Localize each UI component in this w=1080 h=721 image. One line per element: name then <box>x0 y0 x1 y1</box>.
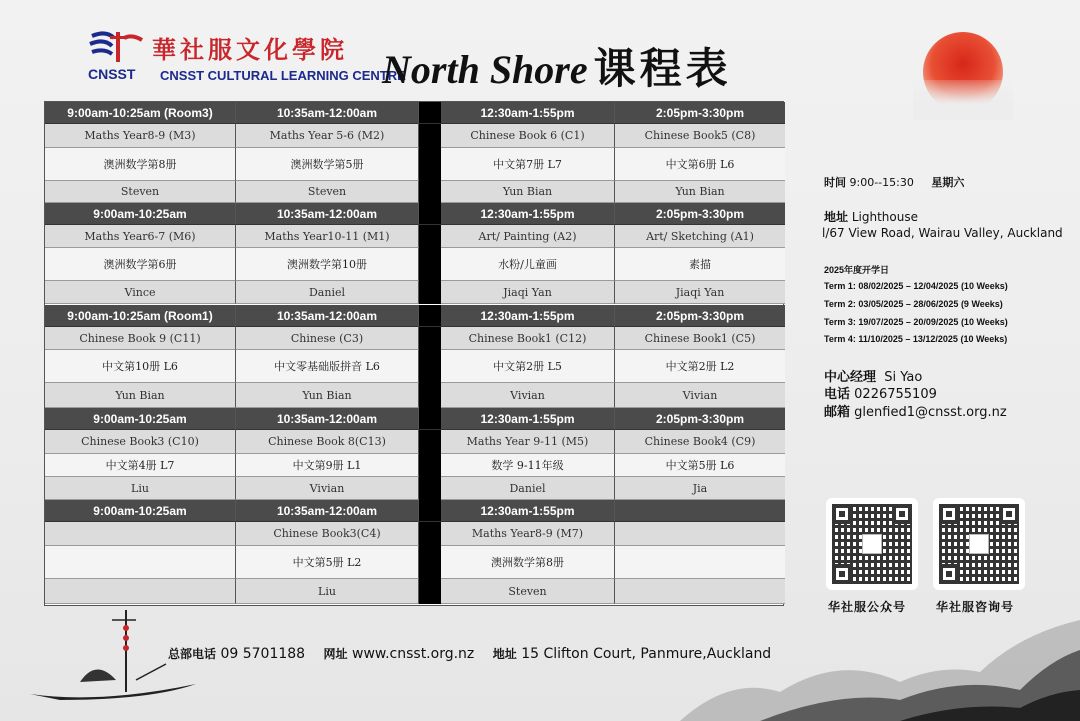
book-cell: 澳洲数学第10册 <box>236 248 419 281</box>
email-value: glenfied1@cnsst.org.nz <box>854 405 1007 420</box>
teacher-cell: Vivian <box>236 477 419 500</box>
address-line2: l/67 View Road, Wairau Valley, Auckland <box>822 226 1063 240</box>
phone-value: 0226755109 <box>854 387 937 402</box>
course-cell: Maths Year 9-11 (M5) <box>441 430 615 454</box>
course-cell: Art/ Painting (A2) <box>441 225 615 248</box>
time-slot-header: 2:05pm-3:30pm <box>615 408 785 430</box>
time-slot-header: 12:30am-1:55pm <box>441 203 615 225</box>
lunch-break-divider <box>419 281 441 304</box>
course-row <box>45 327 785 350</box>
book-cell: 中文第9册 L1 <box>236 454 419 477</box>
qr-logo-icon <box>862 534 882 554</box>
book-cell: 澳洲数学第8册 <box>45 148 236 181</box>
time-slot-header: 10:35am-12:00am <box>236 500 419 522</box>
address-line1 <box>824 208 918 225</box>
term-2: Term 2: 03/05/2025 – 28/06/2025 (9 Weeks) <box>824 299 1003 309</box>
lunch-break-divider <box>419 454 441 477</box>
lunch-break-divider <box>419 305 441 327</box>
cnsst-logo-icon <box>88 28 144 64</box>
lunch-break-divider <box>419 477 441 500</box>
time-slot-header: 9:00am-10:25am (Room3) <box>45 102 236 124</box>
lunch-break-divider <box>419 181 441 203</box>
lunch-break-divider <box>419 522 441 546</box>
teacher-cell: Jiaqi Yan <box>441 281 615 304</box>
day-label: 星期六 <box>931 176 965 189</box>
footer-phone: 09 5701188 <box>220 646 306 662</box>
lunch-break-divider <box>419 350 441 383</box>
lunch-break-divider <box>419 383 441 408</box>
lunch-break-divider <box>419 408 441 430</box>
time-slot-header: 2:05pm-3:30pm <box>615 305 785 327</box>
lunch-break-divider <box>419 579 441 604</box>
footer-address: 15 Clifton Court, Panmure,Auckland <box>521 646 772 662</box>
teacher-cell: Jia <box>615 477 785 500</box>
time-slot-header: 12:30am-1:55pm <box>441 408 615 430</box>
time-slot-header: 9:00am-10:25am <box>45 500 236 522</box>
footer-address-label: 地址 <box>492 647 517 661</box>
teacher-cell: Daniel <box>441 477 615 500</box>
time-slot-header: 10:35am-12:00am <box>236 102 419 124</box>
book-row <box>45 148 785 181</box>
course-cell: Maths Year10-11 (M1) <box>236 225 419 248</box>
teacher-cell: Liu <box>45 477 236 500</box>
teacher-cell: Yun Bian <box>45 383 236 408</box>
time-slot-header: 2:05pm-3:30pm <box>615 203 785 225</box>
footer-phone-label: 总部电话 <box>168 647 217 661</box>
book-row <box>45 248 785 281</box>
qr-label-public: 华社服公众号 <box>828 600 907 614</box>
course-cell: Maths Year 5-6 (M2) <box>236 124 419 148</box>
teacher-row <box>45 383 785 408</box>
lunch-break-divider <box>419 203 441 225</box>
teacher-cell: Vivian <box>615 383 785 408</box>
footer-website[interactable]: www.cnsst.org.nz <box>352 646 475 662</box>
time-header-row <box>45 203 785 225</box>
phone-label: 电话 <box>824 387 851 402</box>
course-cell <box>45 522 236 546</box>
mountain-decoration <box>640 580 1080 721</box>
course-cell: Chinese Book3(C4) <box>236 522 419 546</box>
qr-label-consult: 华社服咨询号 <box>936 600 1015 614</box>
book-cell: 中文第5册 L2 <box>236 546 419 579</box>
email-label: 邮箱 <box>824 405 851 420</box>
lunch-break-divider <box>419 148 441 181</box>
course-cell: Chinese Book5 (C8) <box>615 124 785 148</box>
time-header-row <box>45 500 785 522</box>
course-row <box>45 522 785 546</box>
book-cell: 中文第7册 L7 <box>441 148 615 181</box>
book-cell: 中文第6册 L6 <box>615 148 785 181</box>
teacher-cell: Vivian <box>441 383 615 408</box>
teacher-cell: Jiaqi Yan <box>615 281 785 304</box>
course-cell: Chinese Book1 (C5) <box>615 327 785 350</box>
time-header-row <box>45 305 785 327</box>
time-slot-header: 9:00am-10:25am (Room1) <box>45 305 236 327</box>
course-cell: Chinese Book4 (C9) <box>615 430 785 454</box>
teacher-cell: Steven <box>45 181 236 203</box>
teacher-cell: Liu <box>236 579 419 604</box>
course-row <box>45 124 785 148</box>
schedule-table <box>44 101 784 606</box>
teacher-row <box>45 181 785 203</box>
email <box>824 401 1007 420</box>
book-cell: 水粉/儿童画 <box>441 248 615 281</box>
term-3: Term 3: 19/07/2025 – 20/09/2025 (10 Weeks) <box>824 317 1008 327</box>
teacher-cell: Vince <box>45 281 236 304</box>
course-cell: Chinese (C3) <box>236 327 419 350</box>
course-cell: Chinese Book1 (C12) <box>441 327 615 350</box>
book-cell: 中文第10册 L6 <box>45 350 236 383</box>
logo-chinese-name: 華社服文化學院 <box>152 35 348 64</box>
qr-code-consult-account[interactable] <box>933 498 1025 590</box>
lunch-break-divider <box>419 248 441 281</box>
book-cell: 澳洲数学第8册 <box>441 546 615 579</box>
qr-pattern <box>832 504 912 584</box>
lunch-break-divider <box>419 327 441 350</box>
address-venue: Lighthouse <box>851 210 918 224</box>
course-row <box>45 430 785 454</box>
lunch-break-divider <box>419 546 441 579</box>
title-english: North Shore <box>382 47 588 92</box>
book-cell: 素描 <box>615 248 785 281</box>
page-title <box>382 36 732 96</box>
teacher-cell: Yun Bian <box>236 383 419 408</box>
qr-pattern <box>939 504 1019 584</box>
time-header-row <box>45 408 785 430</box>
time-slot-header: 12:30am-1:55pm <box>441 305 615 327</box>
book-cell: 澳洲数学第6册 <box>45 248 236 281</box>
book-cell: 澳洲数学第5册 <box>236 148 419 181</box>
title-chinese: 课程表 <box>593 44 732 93</box>
teacher-cell: Yun Bian <box>441 181 615 203</box>
terms-title: 2025年度开学日 <box>824 265 890 275</box>
book-cell: 中文第2册 L5 <box>441 350 615 383</box>
qr-code-public-account[interactable] <box>826 498 918 590</box>
time-slot-header: 10:35am-12:00am <box>236 305 419 327</box>
term-1: Term 1: 08/02/2025 – 12/04/2025 (10 Weeks) <box>824 281 1008 291</box>
time-slot-header <box>615 500 785 522</box>
book-row <box>45 350 785 383</box>
book-cell: 中文第2册 L2 <box>615 350 785 383</box>
lunch-break-divider <box>419 430 441 454</box>
teacher-cell: Daniel <box>236 281 419 304</box>
time-value: 9:00--15:30 <box>849 176 914 189</box>
manager-name: Si Yao <box>884 370 923 385</box>
term-4: Term 4: 11/10/2025 – 13/12/2025 (10 Weeks) <box>824 334 1008 344</box>
book-cell: 中文第5册 L6 <box>615 454 785 477</box>
class-time <box>824 174 964 190</box>
course-cell: Art/ Sketching (A1) <box>615 225 785 248</box>
boat-decoration <box>0 600 200 721</box>
time-slot-header: 2:05pm-3:30pm <box>615 102 785 124</box>
course-row <box>45 225 785 248</box>
lunch-break-divider <box>419 102 441 124</box>
time-slot-header: 10:35am-12:00am <box>236 203 419 225</box>
sun-decoration <box>923 32 1003 112</box>
course-cell: Maths Year8-9 (M7) <box>441 522 615 546</box>
logo-abbreviation: CNSST <box>88 66 136 82</box>
time-header-row <box>45 102 785 124</box>
course-cell <box>615 522 785 546</box>
course-cell: Maths Year8-9 (M3) <box>45 124 236 148</box>
book-cell: 数学 9-11年级 <box>441 454 615 477</box>
time-slot-header: 12:30am-1:55pm <box>441 102 615 124</box>
course-cell: Chinese Book 6 (C1) <box>441 124 615 148</box>
course-cell: Chinese Book3 (C10) <box>45 430 236 454</box>
lunch-break-divider <box>419 500 441 522</box>
teacher-cell: Steven <box>441 579 615 604</box>
logo-english-name: CNSST CULTURAL LEARNING CENTRE <box>160 68 406 83</box>
time-label: 时间 <box>824 176 846 189</box>
book-cell: 中文第4册 L7 <box>45 454 236 477</box>
lunch-break-divider <box>419 124 441 148</box>
teacher-row <box>45 477 785 500</box>
time-slot-header: 10:35am-12:00am <box>236 408 419 430</box>
phone <box>824 383 937 402</box>
teacher-cell: Yun Bian <box>615 181 785 203</box>
manager-label: 中心经理 <box>824 370 877 385</box>
course-cell: Maths Year6-7 (M6) <box>45 225 236 248</box>
book-cell: 中文零基础版拼音 L6 <box>236 350 419 383</box>
course-cell: Chinese Book 9 (C11) <box>45 327 236 350</box>
qr-logo-icon <box>969 534 989 554</box>
book-cell <box>45 546 236 579</box>
book-row <box>45 546 785 579</box>
teacher-cell: Steven <box>236 181 419 203</box>
lunch-break-divider <box>419 225 441 248</box>
book-cell <box>615 546 785 579</box>
course-cell: Chinese Book 8(C13) <box>236 430 419 454</box>
footer-website-label: 网址 <box>323 647 348 661</box>
time-slot-header: 9:00am-10:25am <box>45 408 236 430</box>
address-label: 地址 <box>824 210 849 224</box>
time-slot-header: 9:00am-10:25am <box>45 203 236 225</box>
book-row <box>45 454 785 477</box>
teacher-row <box>45 281 785 304</box>
time-slot-header: 12:30am-1:55pm <box>441 500 615 522</box>
